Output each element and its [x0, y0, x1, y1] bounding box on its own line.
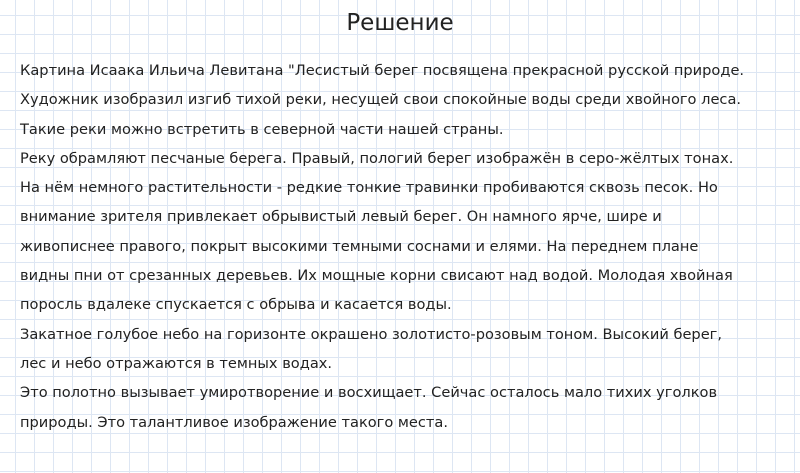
solution-text	[20, 56, 800, 437]
text-line: Картина Исаака Ильича Левитана "Лесистый берег посвящена прекрасной русской природе.	[20, 62, 745, 79]
text-line: поросль вдалеке спускается с обрыва и касается воды.	[20, 296, 452, 314]
text-line: живописнее правого, покрыт высокими темными соснами и елями. На переднем плане	[20, 237, 699, 255]
text-line: Художник изобразил изгиб тихой реки, несущей свои спокойные воды среди хвойного леса.	[20, 91, 742, 109]
text-line: Это полотно вызывает умиротворение и восхищает. Сейчас осталось мало тихих уголков	[20, 384, 718, 402]
text-line: На нём немного растительности - редкие тонкие травинки пробиваются сквозь песок. Но	[20, 179, 718, 197]
text-line: Закатное голубое небо на горизонте окрашено золотисто-розовым тоном. Высокий берег,	[20, 325, 722, 343]
text-line: Такие реки можно встретить в северной части нашей страны.	[20, 120, 504, 138]
page-title: Решение	[346, 10, 454, 36]
text-line: внимание зрителя привлекает обрывистый левый берег. Он намного ярче, шире и	[20, 208, 662, 226]
text-line: природы. Это талантливое изображение такого места.	[20, 413, 449, 431]
text-line: Реку обрамляют песчаные берега. Правый, пологий берег изображён в серо-жёлтых тонах.	[20, 149, 734, 167]
text-line: лес и небо отражаются в темных водах.	[20, 354, 333, 372]
text-line: видны пни от срезанных деревьев. Их мощные корни свисают над водой. Молодая хвойная	[20, 267, 733, 285]
